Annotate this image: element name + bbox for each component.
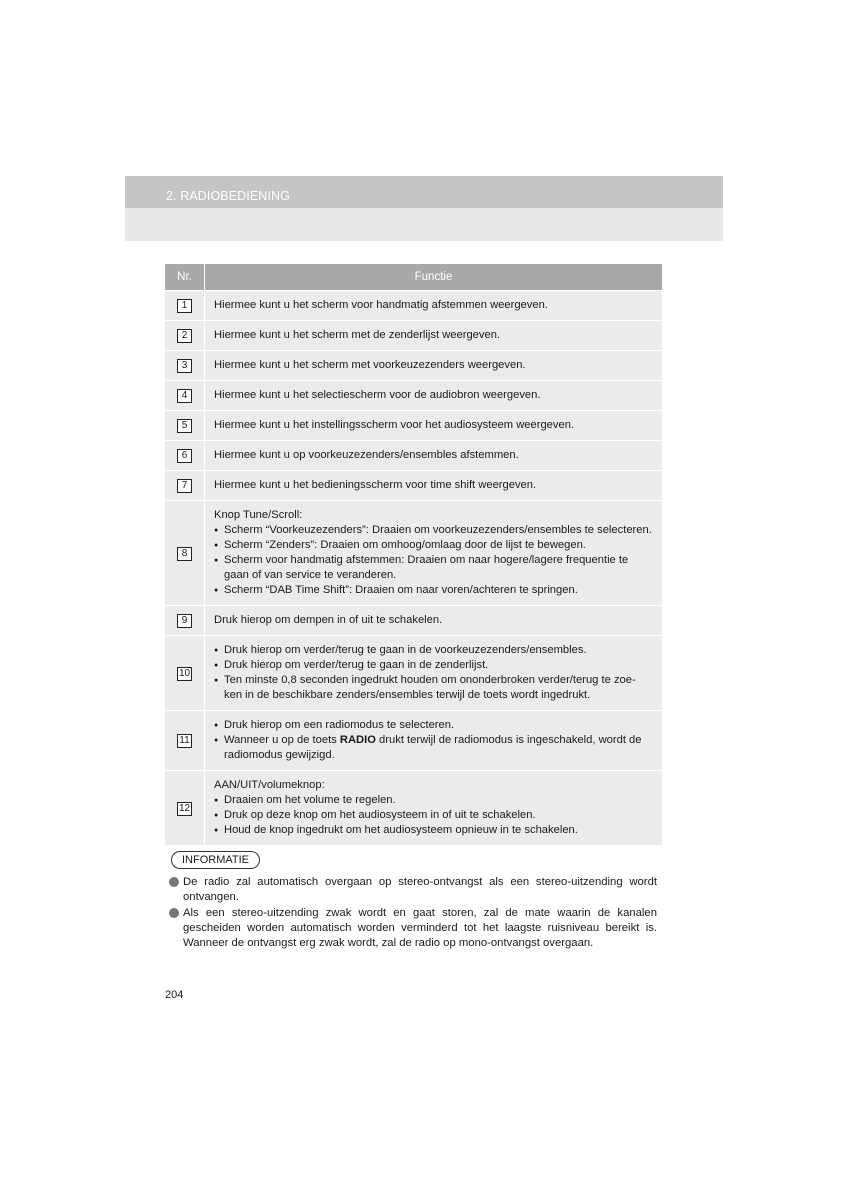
table-row [165,471,662,500]
list-item: ● Ten minste 0,8 seconden ingedrukt houden om ononderbroken verder/terug te zoe-ken in de beschikbare zenders/ensembles terwijl de toets wordt ingedrukt. [214,673,652,703]
function-description: Hiermee kunt u het scherm met voorkeuzezenders weergeven. [205,351,662,380]
table-row [165,381,662,410]
table-row [165,501,662,605]
item-number-box: 1 [177,299,192,313]
function-intro: AAN/UIT/volumeknop: [214,779,325,791]
information-list [169,875,657,952]
table-row [165,411,662,440]
function-description: Hiermee kunt u op voorkeuzezenders/ensembles afstemmen. [205,441,662,470]
function-description: Hiermee kunt u het scherm voor handmatig afstemmen weergeven. [205,291,662,320]
table-row [165,606,662,635]
list-item [214,733,652,763]
function-description: Hiermee kunt u het scherm met de zenderlijst weergeven. [205,321,662,350]
table-row [165,351,662,380]
bullet-dot-icon [169,908,179,918]
list-item-text: Wanneer u op de toets [224,734,340,746]
item-number-box: 3 [177,359,192,373]
information-item [169,906,657,951]
function-intro: Knop Tune/Scroll: [214,509,303,521]
table-row [165,441,662,470]
item-number-box: 8 [177,547,192,561]
bullet-list [214,718,652,763]
bullet-list [214,643,652,703]
function-description: Druk hierop om dempen in of uit te schakelen. [205,606,662,635]
column-header-nr: Nr. [165,264,205,290]
list-item: ● Scherm voor handmatig afstemmen: Draaien om naar hogere/lagere frequentie te gaan of van service te veranderen. [214,553,652,583]
list-item: ● Scherm “Voorkeuzezenders”: Draaien om voorkeuzezenders/ensembles te selecteren. [214,523,652,538]
function-description: Hiermee kunt u het instellingsscherm voor het audiosysteem weergeven. [205,411,662,440]
bullet-dot-icon [169,877,179,887]
radio-key-label: RADIO [339,734,376,746]
item-number-box: 6 [177,449,192,463]
function-description [205,501,662,605]
list-item: ● Druk hierop om een radiomodus te selecteren. [214,718,652,733]
table-row [165,636,662,710]
table-row [165,771,662,845]
list-item: ● Houd de knop ingedrukt om het audiosysteem opnieuw in te schakelen. [214,823,652,838]
item-number-box: 5 [177,419,192,433]
section-header-band [125,208,723,241]
table-row [165,321,662,350]
list-item: ● Draaien om het volume te regelen. [214,793,652,808]
function-description: Hiermee kunt u het bedieningsscherm voor time shift weergeven. [205,471,662,500]
item-number-box: 9 [177,614,192,628]
list-item: ● Scherm “DAB Time Shift”: Draaien om naar voren/achteren te springen. [214,583,652,598]
page-number: 204 [165,989,184,1001]
bullet-list [214,793,652,838]
list-item-text: drukt terwijl de radiomodus is ingeschakeld, wordt de radiomodus gewijzigd. [224,734,642,761]
function-table [165,263,662,846]
information-badge: INFORMATIE [171,851,260,869]
column-header-function: Functie [205,264,662,290]
item-number-box: 10 [178,667,191,679]
item-number-box: 2 [177,329,192,343]
list-item: ● Druk hierop om verder/terug te gaan in de zenderlijst. [214,658,652,673]
section-header [125,176,723,208]
item-number-box: 4 [177,389,192,403]
list-item: ● Scherm “Zenders”: Draaien om omhoog/omlaag door de lijst te bewegen. [214,538,652,553]
bullet-list [214,523,652,598]
item-number-box: 11 [177,734,192,748]
information-text: De radio zal automatisch overgaan op stereo-ontvangst als een stereo-uitzending wordt ontvangen. [183,876,657,903]
item-number-box: 12 [178,802,191,814]
section-title: 2. RADIOBEDIENING [166,189,290,203]
function-description [205,771,662,845]
table-header-row [165,264,662,290]
function-description: Hiermee kunt u het selectiescherm voor de audiobron weergeven. [205,381,662,410]
list-item: ● Druk hierop om verder/terug te gaan in de voorkeuzezenders/ensembles. [214,643,652,658]
list-item: ● Druk op deze knop om het audiosysteem in of uit te schakelen. [214,808,652,823]
table-row [165,291,662,320]
table-row [165,711,662,770]
information-item [169,875,657,905]
function-description [205,711,662,770]
item-number-box: 7 [177,479,192,493]
function-description [205,636,662,710]
information-text: Als een stereo-uitzending zwak wordt en gaat storen, zal de mate waarin de kanalen gescheiden worden automatisch worden verminderd tot het laagste ruisniveau bereikt is. Wanneer de ontvangst erg zwak wordt, zal de radio op mono-ontvangst overgaan. [183,907,657,949]
